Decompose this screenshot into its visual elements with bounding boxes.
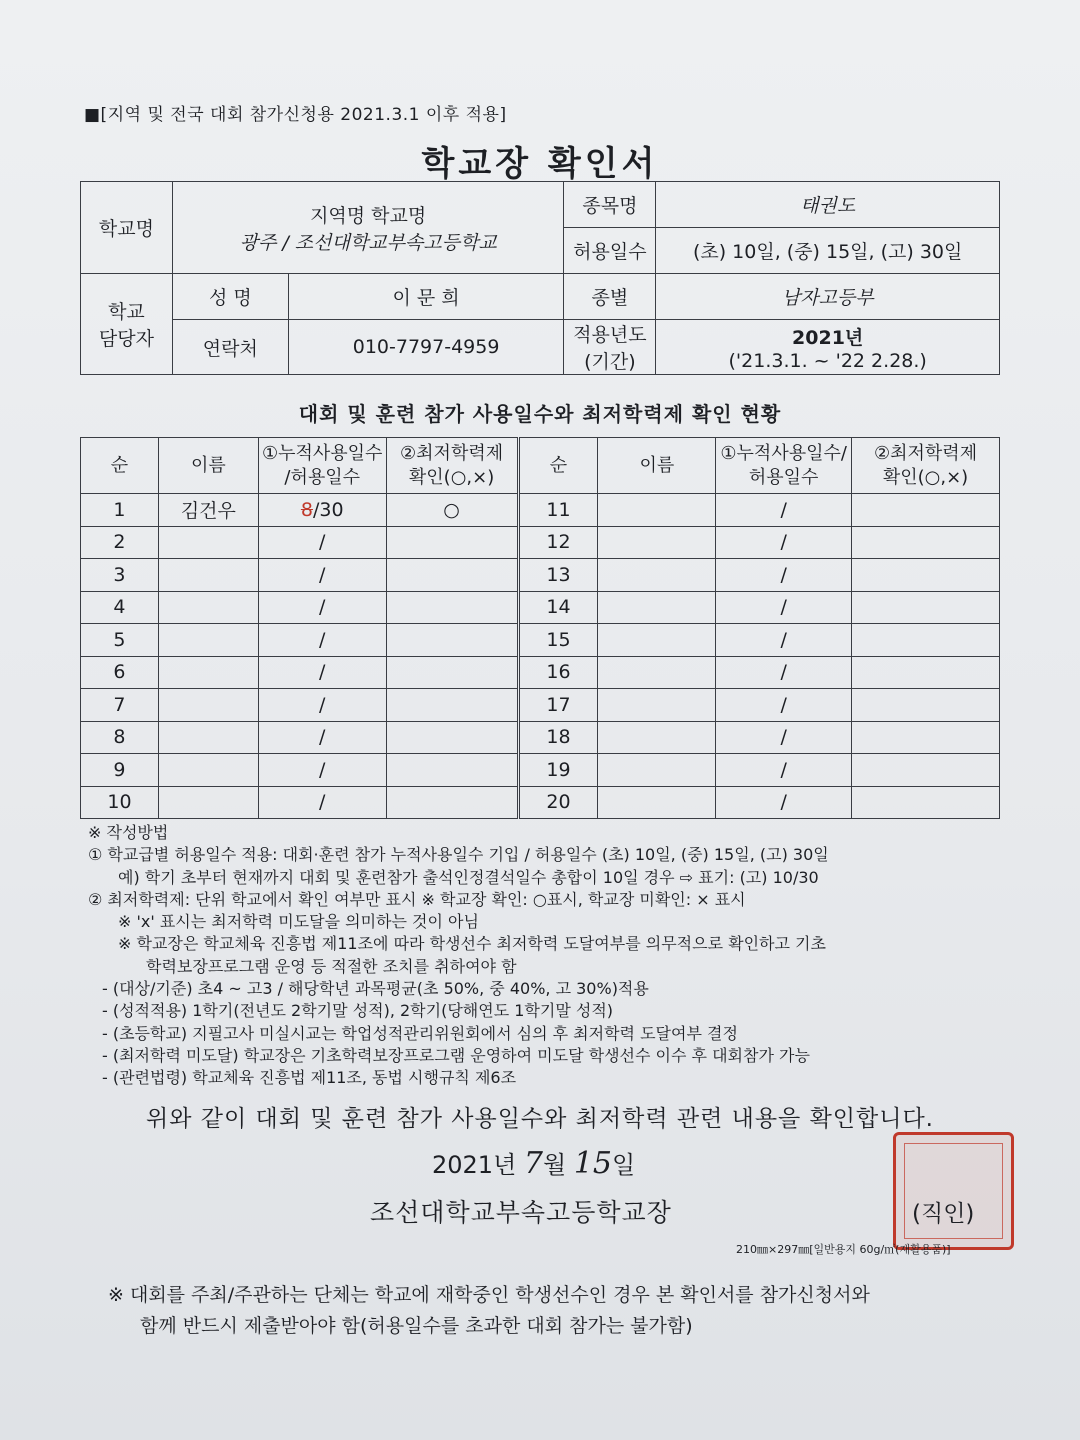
instruction-line: ② 최저학력제: 단위 학교에서 확인 여부만 표시 ※ 학교장 확인: ○표시, 학교장 미확인: × 표시 <box>88 889 746 909</box>
table-body <box>81 494 1000 819</box>
header-academic-line2: 확인(○,×) <box>408 466 495 488</box>
signature-date <box>432 1145 635 1181</box>
row-no: 5 <box>81 624 159 657</box>
staff-label <box>81 274 173 375</box>
instruction-line: - (관련법령) 학교체육 진흥법 제11조, 동법 시행규칙 제6조 <box>102 1068 517 1088</box>
row-academic <box>386 624 518 657</box>
section-title: 대회 및 훈련 참가 사용일수와 최저학력제 확인 현황 <box>298 402 782 426</box>
row-no: 7 <box>81 689 159 722</box>
row-academic-right <box>852 591 1000 624</box>
school-info-table <box>80 181 1000 375</box>
row-name <box>158 591 258 624</box>
header-academic-right-line2: 확인(○,×) <box>882 466 969 488</box>
row-days: / <box>258 526 386 559</box>
instruction-line: ※ 작성방법 <box>88 823 169 842</box>
row-no-right: 20 <box>518 786 598 819</box>
table-row <box>81 721 1000 754</box>
row-no-right: 13 <box>518 559 598 592</box>
instruction-line: ※ 'x' 표시는 최저학력 미도달을 의미하는 것이 아님 <box>118 912 479 932</box>
footnote <box>108 1280 870 1342</box>
row-academic <box>386 689 518 722</box>
row-academic-right <box>852 754 1000 787</box>
row-name <box>158 754 258 787</box>
row-name-right <box>598 526 716 559</box>
row-academic <box>386 721 518 754</box>
row-days-right: / <box>716 624 852 657</box>
year-label-line1: 적용년도 <box>573 324 647 346</box>
row-days-right: / <box>716 591 852 624</box>
allowed-days-value: (초) 10일, (중) 15일, (고) 30일 <box>656 228 1000 274</box>
school-cell <box>172 182 564 274</box>
row-no-right: 17 <box>518 689 598 722</box>
table-row <box>81 559 1000 592</box>
header-name-right: 이름 <box>598 438 716 494</box>
row-name-right <box>598 656 716 689</box>
seal-label: (직인) <box>912 1201 975 1227</box>
header-no: 순 <box>81 438 159 494</box>
row-academic-right <box>852 786 1000 819</box>
date-day: 15 <box>573 1146 613 1181</box>
row-no: 2 <box>81 526 159 559</box>
row-no-right: 16 <box>518 656 598 689</box>
row-no-right: 15 <box>518 624 598 657</box>
table-row <box>81 754 1000 787</box>
name-value: 이 문 희 <box>288 274 564 320</box>
instruction-line: - (성적적용) 1학기(전년도 2학기말 성적), 2학기(당해연도 1학기말 성적) <box>102 1001 614 1021</box>
row-days-right: / <box>716 689 852 722</box>
row-days: / <box>258 754 386 787</box>
row-no-right: 18 <box>518 721 598 754</box>
row-no: 9 <box>81 754 159 787</box>
row-academic <box>386 559 518 592</box>
row-no-right: 19 <box>518 754 598 787</box>
official-seal-icon <box>893 1132 1014 1250</box>
row-days: / <box>258 591 386 624</box>
confirmation-text: 위와 같이 대회 및 훈련 참가 사용일수와 최저학력 관련 내용을 확인합니다. <box>146 1106 934 1132</box>
row-name <box>158 786 258 819</box>
header-days-line1: ①누적사용일수 <box>261 442 383 464</box>
row-days: / <box>258 656 386 689</box>
row-no: 1 <box>81 494 159 527</box>
row-academic-right <box>852 721 1000 754</box>
row-academic-right <box>852 559 1000 592</box>
row-name: 김건우 <box>158 494 258 527</box>
row-no-right: 11 <box>518 494 598 527</box>
row-name-right <box>598 591 716 624</box>
row-days: / <box>258 721 386 754</box>
row-name-right <box>598 786 716 819</box>
school-heading: 지역명 학교명 <box>310 204 427 227</box>
header-days-right-line2: 허용일수 <box>748 466 819 488</box>
row-name <box>158 689 258 722</box>
date-day-unit: 일 <box>612 1151 636 1179</box>
row-no: 8 <box>81 721 159 754</box>
row-days-right: / <box>716 786 852 819</box>
row-name-right <box>598 494 716 527</box>
instruction-line: ① 학교급별 허용일수 적용: 대회·훈련 참가 누적사용일수 기입 / 허용일수 (초) 10일, (중) 15일, (고) 30일 <box>88 845 829 865</box>
row-no: 10 <box>81 786 159 819</box>
year-label-line2: (기간) <box>584 351 636 373</box>
header-academic-right-line1: ②최저학력제 <box>874 442 978 464</box>
stamped-value: 8 <box>300 498 313 521</box>
header-days-line2: /허용일수 <box>284 466 361 488</box>
header-days <box>258 438 386 494</box>
row-name-right <box>598 624 716 657</box>
row-academic-right <box>852 624 1000 657</box>
table-row <box>81 494 1000 527</box>
table-row <box>81 526 1000 559</box>
table-row <box>81 591 1000 624</box>
header-days-right <box>716 438 852 494</box>
instruction-line: 예) 학기 초부터 현재까지 대회 및 훈련참가 출석인정결석일수 총합이 10일 경우 ⇨ 표기: (고) 10/30 <box>118 867 819 887</box>
row-days <box>258 494 386 527</box>
row-days: / <box>258 559 386 592</box>
row-days-right: / <box>716 721 852 754</box>
event-value: 태권도 <box>656 182 1000 228</box>
row-no-right: 14 <box>518 591 598 624</box>
header-academic-right <box>852 438 1000 494</box>
row-no: 6 <box>81 656 159 689</box>
row-no: 3 <box>81 559 159 592</box>
row-days-right: / <box>716 526 852 559</box>
row-academic-right <box>852 526 1000 559</box>
days-value: /30 <box>312 498 344 521</box>
row-days-right: / <box>716 494 852 527</box>
row-name <box>158 656 258 689</box>
row-name-right <box>598 721 716 754</box>
instruction-line: ※ 학교장은 학교체육 진흥법 제11조에 따라 학생선수 최저학력 도달여부를 의무적으로 확인하고 기초 <box>118 934 826 954</box>
staff-label-line2: 담당자 <box>98 328 154 350</box>
header-days-right-line1: ①누적사용일수/ <box>720 442 847 464</box>
row-academic <box>386 754 518 787</box>
footnote-line1: ※ 대회를 주최/주관하는 단체는 학교에 재학중인 학생선수인 경우 본 확인서를 참가신청서와 <box>108 1284 870 1306</box>
row-academic <box>386 526 518 559</box>
paper-spec: 210㎜×297㎜[일반용지 60g/㎡(재활용품)] <box>736 1243 951 1256</box>
event-label: 종목명 <box>564 182 656 228</box>
row-academic-right <box>852 689 1000 722</box>
instruction-line: - (대상/기준) 초4 ~ 고3 / 해당학년 과목평균(초 50%, 중 40%, 고 30%)적용 <box>102 979 649 999</box>
row-name-right <box>598 754 716 787</box>
row-days: / <box>258 624 386 657</box>
instructions <box>88 822 1008 1090</box>
row-no: 4 <box>81 591 159 624</box>
row-name <box>158 721 258 754</box>
school-value: 광주 / 조선대학교부속고등학교 <box>239 231 497 254</box>
row-academic-right <box>852 494 1000 527</box>
table-row <box>81 656 1000 689</box>
participation-table <box>80 437 1000 819</box>
row-no-right: 12 <box>518 526 598 559</box>
row-academic: ○ <box>386 494 518 527</box>
name-label: 성 명 <box>172 274 288 320</box>
row-days-right: / <box>716 754 852 787</box>
instruction-line: - (최저학력 미도달) 학교장은 기초학력보장프로그램 운영하여 미도달 학생선수 이수 후 대회참가 가능 <box>102 1045 810 1065</box>
instruction-line: 학력보장프로그램 운영 등 적절한 조치를 취하여야 함 <box>146 956 517 976</box>
table-row <box>81 689 1000 722</box>
year-value: 2021년 <box>792 326 864 349</box>
allowed-days-label: 허용일수 <box>564 228 656 274</box>
staff-label-line1: 학교 <box>108 301 145 323</box>
row-academic <box>386 591 518 624</box>
principal-title: 조선대학교부속고등학교장 <box>370 1198 672 1227</box>
table-row <box>81 786 1000 819</box>
row-name <box>158 624 258 657</box>
row-days: / <box>258 786 386 819</box>
contact-value: 010-7797-4959 <box>288 320 564 375</box>
row-name-right <box>598 689 716 722</box>
date-year: 2021년 <box>432 1151 517 1179</box>
row-days: / <box>258 689 386 722</box>
contact-label: 연락처 <box>172 320 288 375</box>
school-label: 학교명 <box>81 182 173 274</box>
row-academic <box>386 656 518 689</box>
footnote-line2: 함께 반드시 제출받아야 함(허용일수를 초과한 대회 참가는 불가함) <box>140 1315 693 1337</box>
date-month: 7 <box>523 1146 543 1181</box>
row-name <box>158 526 258 559</box>
category-value: 남자고등부 <box>656 274 1000 320</box>
document-title: 학교장 확인서 <box>421 144 659 184</box>
row-days-right: / <box>716 559 852 592</box>
header-note: ■[지역 및 전국 대회 참가신청용 2021.3.1 이후 적용] <box>84 105 507 125</box>
period-value: ('21.3.1. ~ '22 2.28.) <box>728 349 927 372</box>
row-name <box>158 559 258 592</box>
year-label <box>564 320 656 375</box>
instruction-line: - (초등학교) 지필고사 미실시교는 학업성적관리위원회에서 심의 후 최저학력 도달여부 결정 <box>102 1023 738 1043</box>
table-header-row <box>81 438 1000 494</box>
date-month-unit: 월 <box>543 1151 567 1179</box>
row-days-right: / <box>716 656 852 689</box>
table-row <box>81 624 1000 657</box>
row-name-right <box>598 559 716 592</box>
header-academic <box>386 438 518 494</box>
year-value-cell <box>656 320 1000 375</box>
header-no-right: 순 <box>518 438 598 494</box>
row-academic <box>386 786 518 819</box>
header-academic-line1: ②최저학력제 <box>400 442 504 464</box>
header-name: 이름 <box>158 438 258 494</box>
category-label: 종별 <box>564 274 656 320</box>
row-academic-right <box>852 656 1000 689</box>
